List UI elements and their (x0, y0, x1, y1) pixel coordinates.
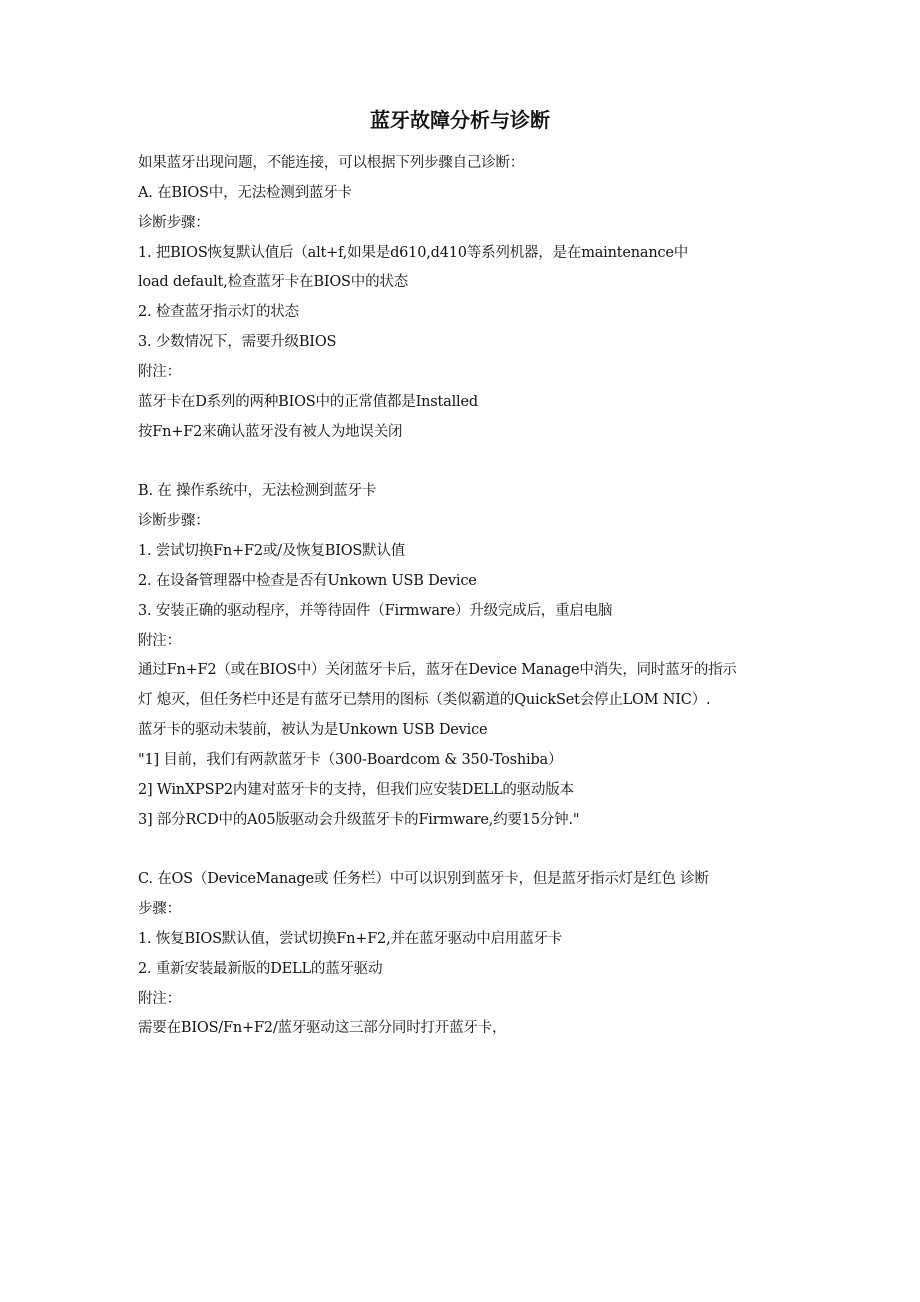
paragraph-line: load default,检查蓝牙卡在BIOS中的状态 (138, 274, 408, 291)
paragraph-line: 3] 部分RCD中的A05版驱动会升级蓝牙卡的Firmware,约要15分钟." (138, 811, 580, 828)
paragraph-line: 蓝牙卡在D系列的两种BIOS中的正常值都是Installed (138, 393, 478, 410)
paragraph-line: 2. 重新安装最新版的DELL的蓝牙驱动 (138, 960, 383, 977)
paragraph-line: 3. 安装正确的驱动程序，并等待固件（Firmware）升级完成后，重启电脑 (138, 602, 613, 619)
paragraph-line: 按Fn+F2来确认蓝牙没有被人为地误关闭 (138, 423, 403, 440)
paragraph-line: 1. 把BIOS恢复默认值后（alt+f,如果是d610,d410等系列机器，是在maintenance中 (138, 244, 689, 261)
paragraph-line: 3. 少数情况下，需要升级BIOS (138, 334, 337, 351)
paragraph-line: 步骤： (138, 901, 181, 918)
document-body (138, 149, 798, 1044)
paragraph-line: A. 在BIOS中，无法检测到蓝牙卡 (138, 184, 352, 201)
paragraph-line: 附注： (138, 990, 181, 1007)
paragraph-line: 附注： (138, 632, 181, 649)
paragraph-line: B. 在 操作系统中，无法检测到蓝牙卡 (138, 483, 377, 500)
paragraph-line: 灯 熄灭，但任务栏中还是有蓝牙已禁用的图标（类似霸道的QuickSet会停止LOM NIC）. (138, 692, 711, 709)
paragraph-line: 需要在BIOS/Fn+F2/蓝牙驱动这三部分同时打开蓝牙卡， (138, 1020, 507, 1037)
paragraph-line: 2] WinXPSP2内建对蓝牙卡的支持，但我们应安装DELL的驱动版本 (138, 781, 574, 798)
paragraph-line: C. 在OS（DeviceManage或 任务栏）中可以识别到蓝牙卡，但是蓝牙指示灯是红色 诊断 (138, 871, 709, 888)
intro-line: 如果蓝牙出现问题，不能连接，可以根据下列步骤自己诊断： (138, 155, 525, 171)
paragraph-line: 2. 检查蓝牙指示灯的状态 (138, 304, 299, 321)
paragraph-line: 附注： (138, 363, 181, 380)
paragraph-line: "1] 目前，我们有两款蓝牙卡（300-Boardcom & 350-Toshiba） (138, 751, 563, 768)
document-title: 蓝牙故障分析与诊断 (370, 108, 550, 132)
section-a (138, 179, 798, 448)
section-b (138, 477, 798, 835)
paragraph-line: 2. 在设备管理器中检查是否有Unkown USB Device (138, 572, 477, 589)
paragraph-line: 通过Fn+F2（或在BIOS中）关闭蓝牙卡后，蓝牙在Device Manage中消失，同时蓝牙的指示 (138, 662, 737, 679)
paragraph-line: 诊断步骤： (138, 214, 210, 231)
section-c (138, 865, 798, 1044)
paragraph-line: 诊断步骤： (138, 513, 210, 530)
paragraph-line: 1. 恢复BIOS默认值，尝试切换Fn+F2,并在蓝牙驱动中启用蓝牙卡 (138, 930, 563, 947)
paragraph-line: 蓝牙卡的驱动未装前，被认为是Unkown USB Device (138, 722, 488, 739)
paragraph-line: 1. 尝试切换Fn+F2或/及恢复BIOS默认值 (138, 542, 406, 559)
